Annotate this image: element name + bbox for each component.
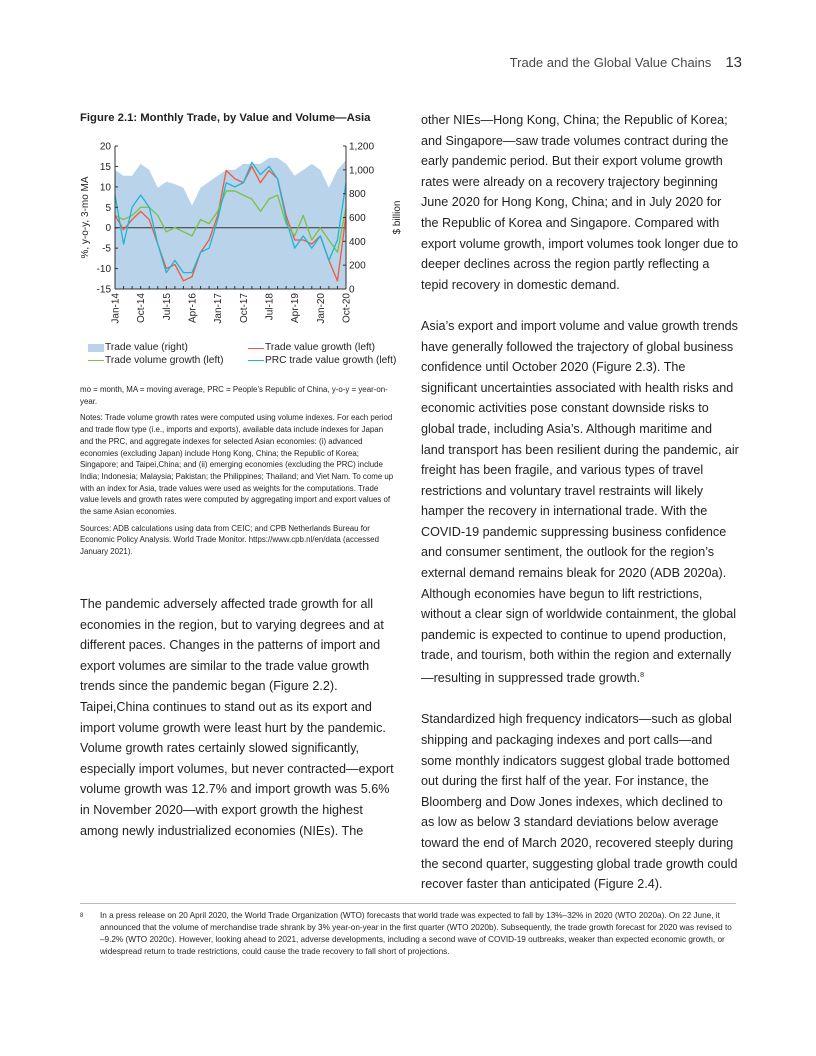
left-tick-label: 10 (99, 182, 111, 194)
legend-item-trade-value: Trade value (right) (88, 342, 248, 355)
x-tick-label: Oct-14 (136, 293, 148, 324)
right-axis-title: $ billion (392, 200, 403, 235)
left-tick-label: -15 (96, 284, 111, 296)
left-tick-label: -10 (96, 264, 111, 276)
footnote-divider (80, 903, 736, 904)
area-trade-value-right (115, 158, 346, 289)
footnote-marker: 8 (80, 913, 84, 919)
right-tick-label: 600 (349, 213, 366, 224)
x-tick-label: Apr-19 (290, 293, 302, 324)
footnote (80, 910, 736, 958)
legend-item-prc-trade-value-growth: PRC trade value growth (left) (248, 355, 408, 368)
abbreviations: mo = month, MA = moving average, PRC = People’s Republic of China, y-o-y = year-on-year. (80, 385, 388, 406)
x-tick-label: Jul-15 (161, 293, 173, 321)
chart-legend (88, 342, 408, 367)
right-column (421, 110, 739, 915)
legend-item-trade-value-growth: Trade value growth (left) (248, 342, 408, 355)
paragraph: other NIEs—Hong Kong, China; the Republic of Korea; and Singapore—saw trade volumes contract during the early pandemic period. But their export volume growth rates were already on a recovery trajectory beginning June 2020 for Hong Kong, China; and in July 2020 for the Republic of Korea and Singapore. Compared with export volume growth, import volumes took longer due to deeper declines across the region partly reflecting a tepid recovery in domestic demand. (421, 113, 739, 292)
x-tick-label: Jan-20 (315, 293, 327, 324)
x-tick-label: Oct-17 (238, 293, 250, 324)
running-header (510, 54, 742, 71)
left-tick-label: 15 (99, 161, 111, 173)
monthly-trade-chart (78, 130, 408, 340)
x-tick-label: Jul-18 (264, 293, 276, 321)
left-tick-label: 5 (105, 202, 111, 214)
left-tick-label: -5 (102, 243, 111, 255)
right-tick-label: 800 (349, 189, 366, 201)
x-tick-label: Jan-14 (110, 293, 122, 324)
left-axis-title: %, y-o-y, 3-mo MA (80, 176, 91, 259)
paragraph: The pandemic adversely affected trade growth for all economies in the region, but to varying degrees and at different paces. Changes in the patterns of import and export volumes are similar to the trade value growth trends since the pandemic began (Figure 2.2). Taipei,China continues to stand out as its export and import volume growth were least hurt by the pandemic. Volume growth rates certainly slowed significantly, especially import volumes, but never contracted—export volume growth was 12.7% and import growth was 5.6% in November 2020—with export growth the highest among newly industrialized economies (NIEs). The (80, 597, 394, 838)
left-tick-label: 20 (99, 141, 111, 153)
left-column (80, 594, 396, 862)
paragraph: Asia’s export and import volume and value growth trends have generally followed the trajectory of global business confidence until October 2020 (Figure 2.3). The significant uncertainties associated with health risks and economic activities pose constant downside risks to global trade, including Asia’s. Although maritime and land transport has been resilient during the pandemic, air freight has been fragile, and various types of travel restrictions and voluntary travel restraints will likely hamper the recovery in international trade. With the COVID-19 pandemic suppressing business confidence and consumer sentiment, the outlook for the region’s external demand remains bleak for 2020 (ADB 2020a). Although economies have begun to lift restrictions, without a clear sign of worldwide containment, the global pandemic is expected to continue to upend production, trade, and tourism, both within the region and externally—resulting in suppressed trade growth.$^8$ (421, 318, 739, 686)
legend-swatch (88, 360, 104, 361)
footnote-reference[interactable]: 8 (640, 672, 645, 680)
sources-text: Sources: ADB calculations using data from CEIC; and CPB Netherlands Bureau for Economic Policy Analysis. World Trade Monitor. https://www.cpb.nl/en/data (accessed January 2021). (80, 523, 379, 557)
figure-title: Figure 2.1: Monthly Trade, by Value and Volume—Asia (80, 112, 371, 124)
running-title: Trade and the Global Value Chains (509, 55, 712, 70)
x-tick-label: Oct-20 (341, 293, 353, 324)
right-tick-label: 200 (349, 260, 366, 272)
right-tick-label: 400 (349, 236, 366, 248)
notes-text: Notes: Trade volume growth rates were computed using volume indexes. For each period and trade flow type (i.e., imports and exports), available data include indexes for Japan and the PRC, and aggregate indexes for selected Asian economies: (i) advanced economies (excluding Japan) include Hong Kong, China; the Republic of Korea; Singapore; and Taipei,China; and (ii) emerging economies (excluding the PRC) include India; Indonesia; Malaysia; Pakistan; the Philippines; Thailand; and Viet Nam. To come up with an index for Asia, trade values were used as weights for the computations. Trade value levels and growth rates were computed by aggregating import and export values of the same Asian economies. (80, 413, 394, 517)
paragraph: Standardized high frequency indicators—such as global shipping and packaging indexes and port calls—and some monthly indicators suggest global trade bottomed out during the first half of the year. For instance, the Bloomberg and Dow Jones indexes, which declined to as low as below 3 standard deviations below average toward the end of March 2020, recovered steeply during the second quarter, suggesting global trade growth could recover faster than anticipated (Figure 2.4). (421, 712, 738, 892)
x-tick-label: Apr-16 (187, 293, 199, 324)
footnote-text: In a press release on 20 April 2020, the World Trade Organization (WTO) forecasts that world trade was expected to fall by 13%–32% in 2020 (WTO 2020a). On 22 June, it announced that the volume of merchandise trade shrank by 3% year-on-year in the first quarter (WTO 2020b). Subsequently, the trade growth forecast for 2020 was revised to –9.2% (WTO 2020c). However, looking ahead to 2021, adverse developments, including a second wave of COVID-19 outbreaks, weaker than expected economic growth, or widespread return to trade restrictions, could cause the trade recovery to fall short of projections. (100, 911, 732, 956)
right-tick-label: 1,000 (349, 165, 375, 177)
legend-item-trade-volume-growth: Trade volume growth (left) (88, 355, 248, 368)
figure-notes (80, 384, 396, 563)
page-number: 13 (725, 54, 742, 71)
legend-swatch (248, 348, 264, 349)
legend-swatch (88, 344, 104, 352)
x-tick-label: Jan-17 (213, 293, 225, 324)
right-tick-label: 1,200 (349, 141, 375, 153)
left-tick-label: 0 (105, 223, 111, 235)
legend-swatch (248, 360, 264, 361)
right-tick-label: 0 (349, 284, 355, 296)
